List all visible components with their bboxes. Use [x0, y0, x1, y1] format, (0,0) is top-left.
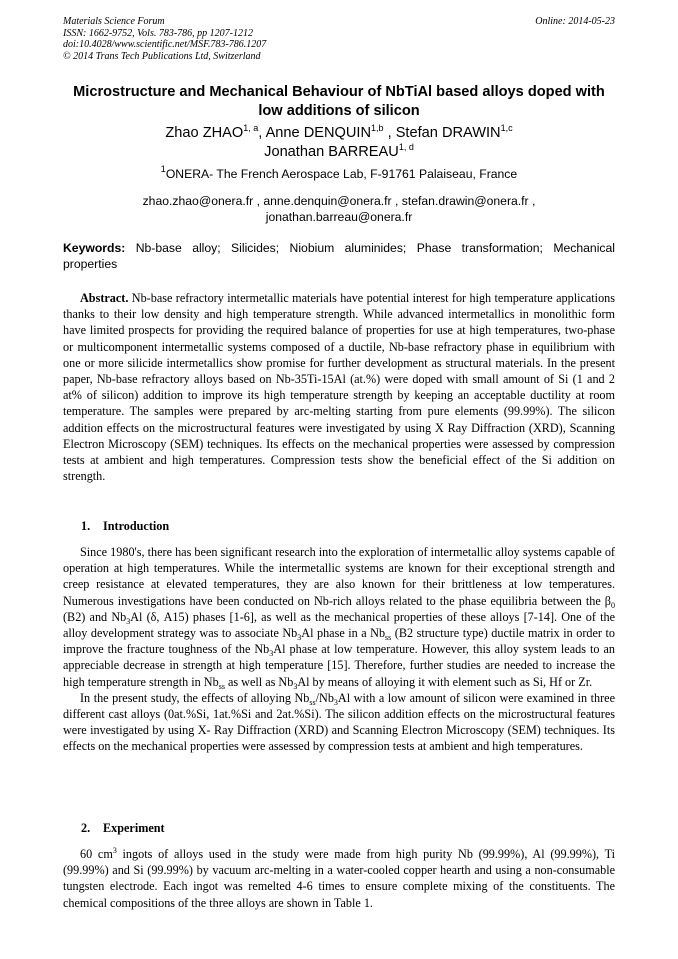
section-number: 2.	[81, 821, 91, 835]
section-heading	[81, 820, 615, 836]
section-title: Experiment	[103, 821, 165, 835]
text-run: (B2 structure type) ductile matrix in order to improve the fracture toughness of the Nb	[63, 626, 615, 657]
superscript: 3	[112, 846, 117, 855]
subscript: ss	[218, 681, 225, 691]
keywords-text: Nb-base alloy; Silicides; Niobium aluminides; Phase transformation; Mechanical properties	[63, 241, 615, 271]
journal-name: Materials Science Forum	[63, 16, 165, 27]
subscript: 3	[126, 616, 131, 626]
subscript: 0	[611, 600, 615, 610]
text-run: Al phase at low temperature. However, this alloy system leads to an appreciable decrease in strength at high temperature [15]. Therefore, further studies are needed to increase the high temperature strength in Nb	[63, 642, 615, 689]
author-emails	[60, 193, 618, 225]
author-name: Stefan DRAWIN	[395, 125, 501, 141]
online-date: Online: 2014-05-23	[535, 16, 615, 27]
email-line: zhao.zhao@onera.fr , anne.denquin@onera.fr , stefan.drawin@onera.fr ,	[142, 194, 536, 208]
subscript: ss	[385, 633, 392, 643]
paragraph	[63, 544, 615, 690]
affiliation-text: ONERA- The French Aerospace Lab, F-91761 Palaiseau, France	[165, 167, 518, 181]
abstract-label: Abstract.	[80, 291, 129, 305]
text-run: Al with a low amount of silicon were examined in three different cast alloys (0at.%Si, 1at.%Si and 2at.%Si). The silicon addition effects on the microstructural features were investigated by using X- Ray Diffraction (XRD) and Scanning Electron Microscopy (SEM) techniques. Its effects on the mechanical properties were assessed by compression tests at ambient and high temperatures.	[63, 690, 615, 754]
author-name: Jonathan BARREAU	[264, 144, 399, 160]
section-heading	[81, 518, 615, 534]
keywords	[63, 240, 615, 272]
text-run: Al (δ, A15) phases [1-6], as well as the mechanical properties of these alloys [7-14]. One of the alloy development strategy was to associate Nb	[63, 609, 615, 641]
subscript: 3	[297, 633, 302, 643]
author-name: Zhao ZHAO	[165, 125, 244, 141]
issn-line: ISSN: 1662-9752, Vols. 783-786, pp 1207-1212	[63, 27, 253, 39]
author-list	[60, 124, 618, 162]
section-title: Introduction	[103, 519, 170, 533]
doi-line: doi:10.4028/www.scientific.net/MSF.783-786.1207	[63, 39, 267, 50]
section-experiment	[63, 820, 615, 911]
author-separator: ,	[258, 125, 266, 141]
text-run: ingots of alloys used in the study were made from high purity Nb (99.99%), Al (99.99%), Ti (99.99%) and Si (99.99%) by vacuum arc-melting in a water-cooled copper hearth and using a non-consumable tungsten electrode. Each ingot was remelted 4-6 times to ensure complete mixing of the constituents. The chemical compositions of the three alloys are shown in Table 1.	[63, 847, 615, 910]
author-name: Anne DENQUIN	[265, 125, 372, 141]
section-number: 1.	[81, 519, 91, 533]
affiliation-mark: 1	[160, 164, 166, 174]
author-affil-mark: 1, a	[243, 123, 259, 133]
author-affil-mark: 1,c	[500, 123, 513, 133]
subscript: ss	[309, 697, 316, 707]
copyright-line: © 2014 Trans Tech Publications Ltd, Switzerland	[63, 50, 261, 62]
abstract-text: Nb-base refractory intermetallic materials have potential interest for high temperature applications thanks to their low density and high temperature strength. While advanced intermetallics in monolithic form have limited prospects for providing the required balance of properties for use at high temperatures, two-phase or multicomponent intermetallic systems composed of a ductile, Nb-base refractory phase in equilibrium with one or more silicide intermetallics show promise for further development as structural materials. In the present paper, Nb-base refractory alloys based on Nb-35Ti-15Al (at.%) were doped with small amount of Si (1 and 2 at% of silicon) addition to improve its high temperature strength by keeping an acceptable ductility at room temperature. The samples were prepared by arc-melting starting from pure elements (99.99%). The silicon addition effects on the microstructural features were investigated by using X Ray Diffraction (XRD), Scanning Electron Microscopy (SEM) techniques. Its effects on the mechanical properties were assessed by compression tests at ambient and high temperatures. Compression tests show the beneficial effect of the Si addition on strength.	[63, 291, 615, 484]
paragraph	[63, 846, 615, 911]
abstract	[63, 290, 615, 484]
author-affil-mark: 1, d	[398, 142, 414, 152]
text-run: Since 1980's, there has been significant research into the exploration of intermetallic alloy systems capable of operation at high temperatures. While the intermetallic systems are known for their exceptional strength and creep resistance at elevated temperatures, they are also known for their brittleness at low temperatures. Numerous investigations have been conducted on Nb-rich alloys related to the phase equilibria between the β	[63, 545, 615, 608]
page-header	[63, 16, 615, 62]
text-run: Al by means of alloying it with element such as Si, Hf or Zr.	[297, 674, 593, 689]
text-run: as well as Nb	[224, 674, 294, 689]
affiliation	[60, 164, 618, 182]
paper-title: Microstructure and Mechanical Behaviour of NbTiAl based alloys doped with low additions of silicon	[73, 84, 605, 119]
paragraph	[63, 690, 615, 755]
text-run: (B2) and Nb	[63, 609, 127, 624]
text-run: /Nb	[315, 690, 334, 705]
author-affil-mark: 1,b	[371, 123, 384, 133]
text-run: Al phase in a Nb	[301, 626, 386, 641]
text-run: 60 cm	[80, 847, 113, 861]
subscript: 3	[333, 697, 338, 707]
email-line: jonathan.barreau@onera.fr	[265, 210, 413, 224]
author-separator: ,	[383, 125, 396, 141]
section-introduction	[63, 518, 615, 755]
subscript: 3	[269, 649, 274, 659]
subscript: 3	[293, 681, 298, 691]
keywords-label: Keywords:	[63, 241, 126, 255]
text-run: In the present study, the effects of alloying Nb	[80, 690, 310, 705]
